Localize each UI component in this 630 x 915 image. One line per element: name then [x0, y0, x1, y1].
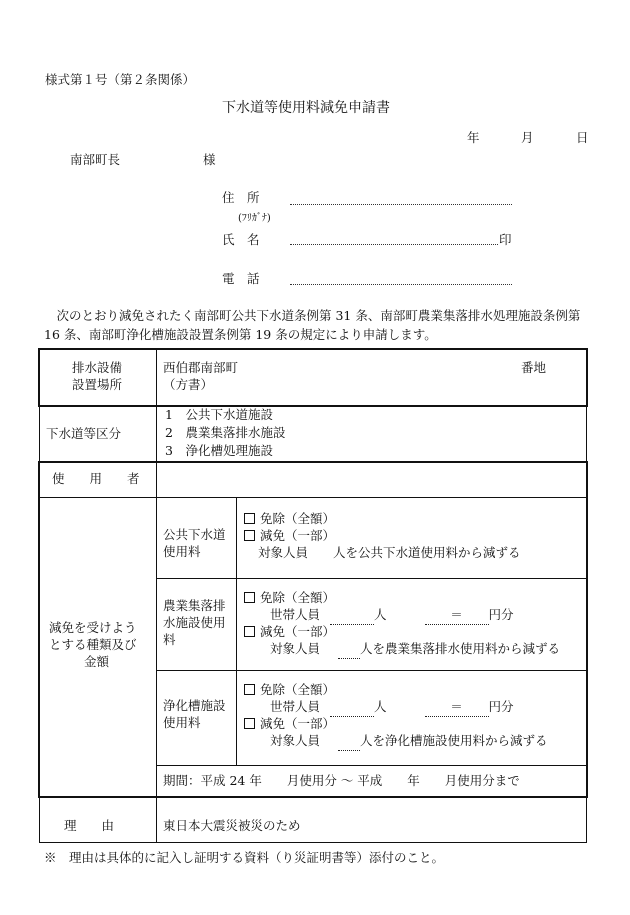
checkbox[interactable] — [244, 592, 255, 603]
sec2-label-3: 料 — [163, 632, 176, 647]
phone-label: 電 話 — [222, 271, 260, 286]
category-option-2[interactable]: 2 農業集落排水施設 — [165, 425, 286, 440]
furigana-label: (ﾌﾘｶﾞﾅ) — [238, 213, 271, 224]
category-label: 下水道等区分 — [46, 426, 122, 441]
location-value[interactable]: 西伯郡南部町 — [163, 360, 239, 375]
sec2-target-row: 対象人員 人を農業集落排水使用料から減ずる — [270, 641, 560, 659]
address-field[interactable] — [290, 204, 512, 205]
phone-field[interactable] — [290, 284, 512, 285]
user-field[interactable] — [160, 466, 580, 492]
reduction-label-2: とする種類及び — [49, 637, 137, 652]
category-block — [39, 407, 587, 461]
footnote: ※ 理由は具体的に記入し証明する資料（り災証明書等）添付のこと。 — [44, 850, 445, 865]
checkbox[interactable] — [244, 513, 255, 524]
sec3-label-1: 浄化槽施設 — [163, 698, 226, 713]
form-number: 様式第１号（第２条関係） — [45, 72, 196, 87]
sec2-exempt-option[interactable]: 免除（全額） — [244, 590, 335, 607]
checkbox[interactable] — [244, 530, 255, 541]
addressee-honorific: 様 — [203, 152, 216, 167]
reason-block — [39, 798, 587, 843]
reduction-label-3: 金額 — [84, 654, 110, 669]
name-label: 氏 名 — [222, 232, 260, 247]
sec2-amount-field[interactable]: ＝ — [425, 607, 489, 625]
sec3-reduce-option[interactable]: 減免（一部） — [244, 716, 335, 733]
sec1-reduce-option[interactable]: 減免（一部） — [244, 528, 335, 545]
location-note: （方書） — [163, 377, 214, 392]
address-label: 住 所 — [222, 190, 260, 205]
sec3-label-2: 使用料 — [163, 715, 201, 730]
sec1-label-2: 使用料 — [163, 544, 201, 559]
reduction-label-1: 減免を受けよう — [49, 620, 137, 635]
sec3-household-row: 世帯人員 人 ＝ 円分 — [270, 699, 514, 717]
date-year: 年 — [467, 130, 480, 145]
sec1-target-text: 対象人員 人を公共下水道使用料から減ずる — [258, 545, 521, 560]
seal-mark: 印 — [499, 232, 512, 247]
date-day: 日 — [576, 130, 589, 145]
sec3-amount-field[interactable]: ＝ — [425, 699, 489, 717]
date-month: 月 — [521, 130, 534, 145]
checkbox[interactable] — [244, 626, 255, 637]
location-banchi: 番地 — [521, 360, 547, 375]
page-title: 下水道等使用料減免申請書 — [222, 100, 390, 116]
sec2-label-2: 水施設使用 — [163, 615, 226, 630]
user-label: 使 用 者 — [52, 471, 140, 486]
sec2-household-field[interactable] — [330, 607, 374, 625]
sec2-label-1: 農業集落排 — [163, 598, 226, 613]
reason-label: 理 由 — [64, 818, 115, 833]
addressee-name: 南部町長 — [70, 152, 121, 167]
sec2-reduce-option[interactable]: 減免（一部） — [244, 624, 335, 641]
checkbox[interactable] — [244, 684, 255, 695]
sec1-exempt-option[interactable]: 免除（全額） — [244, 511, 335, 528]
sec1-label-1: 公共下水道 — [163, 527, 226, 542]
name-field[interactable] — [290, 244, 498, 245]
sec3-household-field[interactable] — [330, 699, 374, 717]
category-option-3[interactable]: 3 浄化槽処理施設 — [165, 443, 273, 458]
location-label-1: 排水設備 — [72, 360, 123, 375]
location-label-2: 設置場所 — [72, 377, 123, 392]
sec3-target-field[interactable] — [338, 733, 360, 751]
checkbox[interactable] — [244, 718, 255, 729]
sec2-target-field[interactable] — [338, 641, 360, 659]
sec3-exempt-option[interactable]: 免除（全額） — [244, 682, 335, 699]
reason-value[interactable]: 東日本大震災被災のため — [163, 818, 301, 833]
period-text: 期間：平成 24 年 月使用分 ～ 平成 年 月使用分まで — [163, 773, 520, 788]
category-option-1[interactable]: 1 公共下水道施設 — [165, 407, 273, 422]
intro-paragraph: 次のとおり減免されたく南部町公共下水道条例第 31 条、南部町農業集落排水処理施設条例第 16 条、南部町浄化槽施設設置条例第 19 条の規定により申請します。 — [44, 308, 581, 342]
sec3-target-row: 対象人員 人を浄化槽施設使用料から減ずる — [270, 733, 548, 751]
sec2-household-row: 世帯人員 人 ＝ 円分 — [270, 607, 514, 625]
